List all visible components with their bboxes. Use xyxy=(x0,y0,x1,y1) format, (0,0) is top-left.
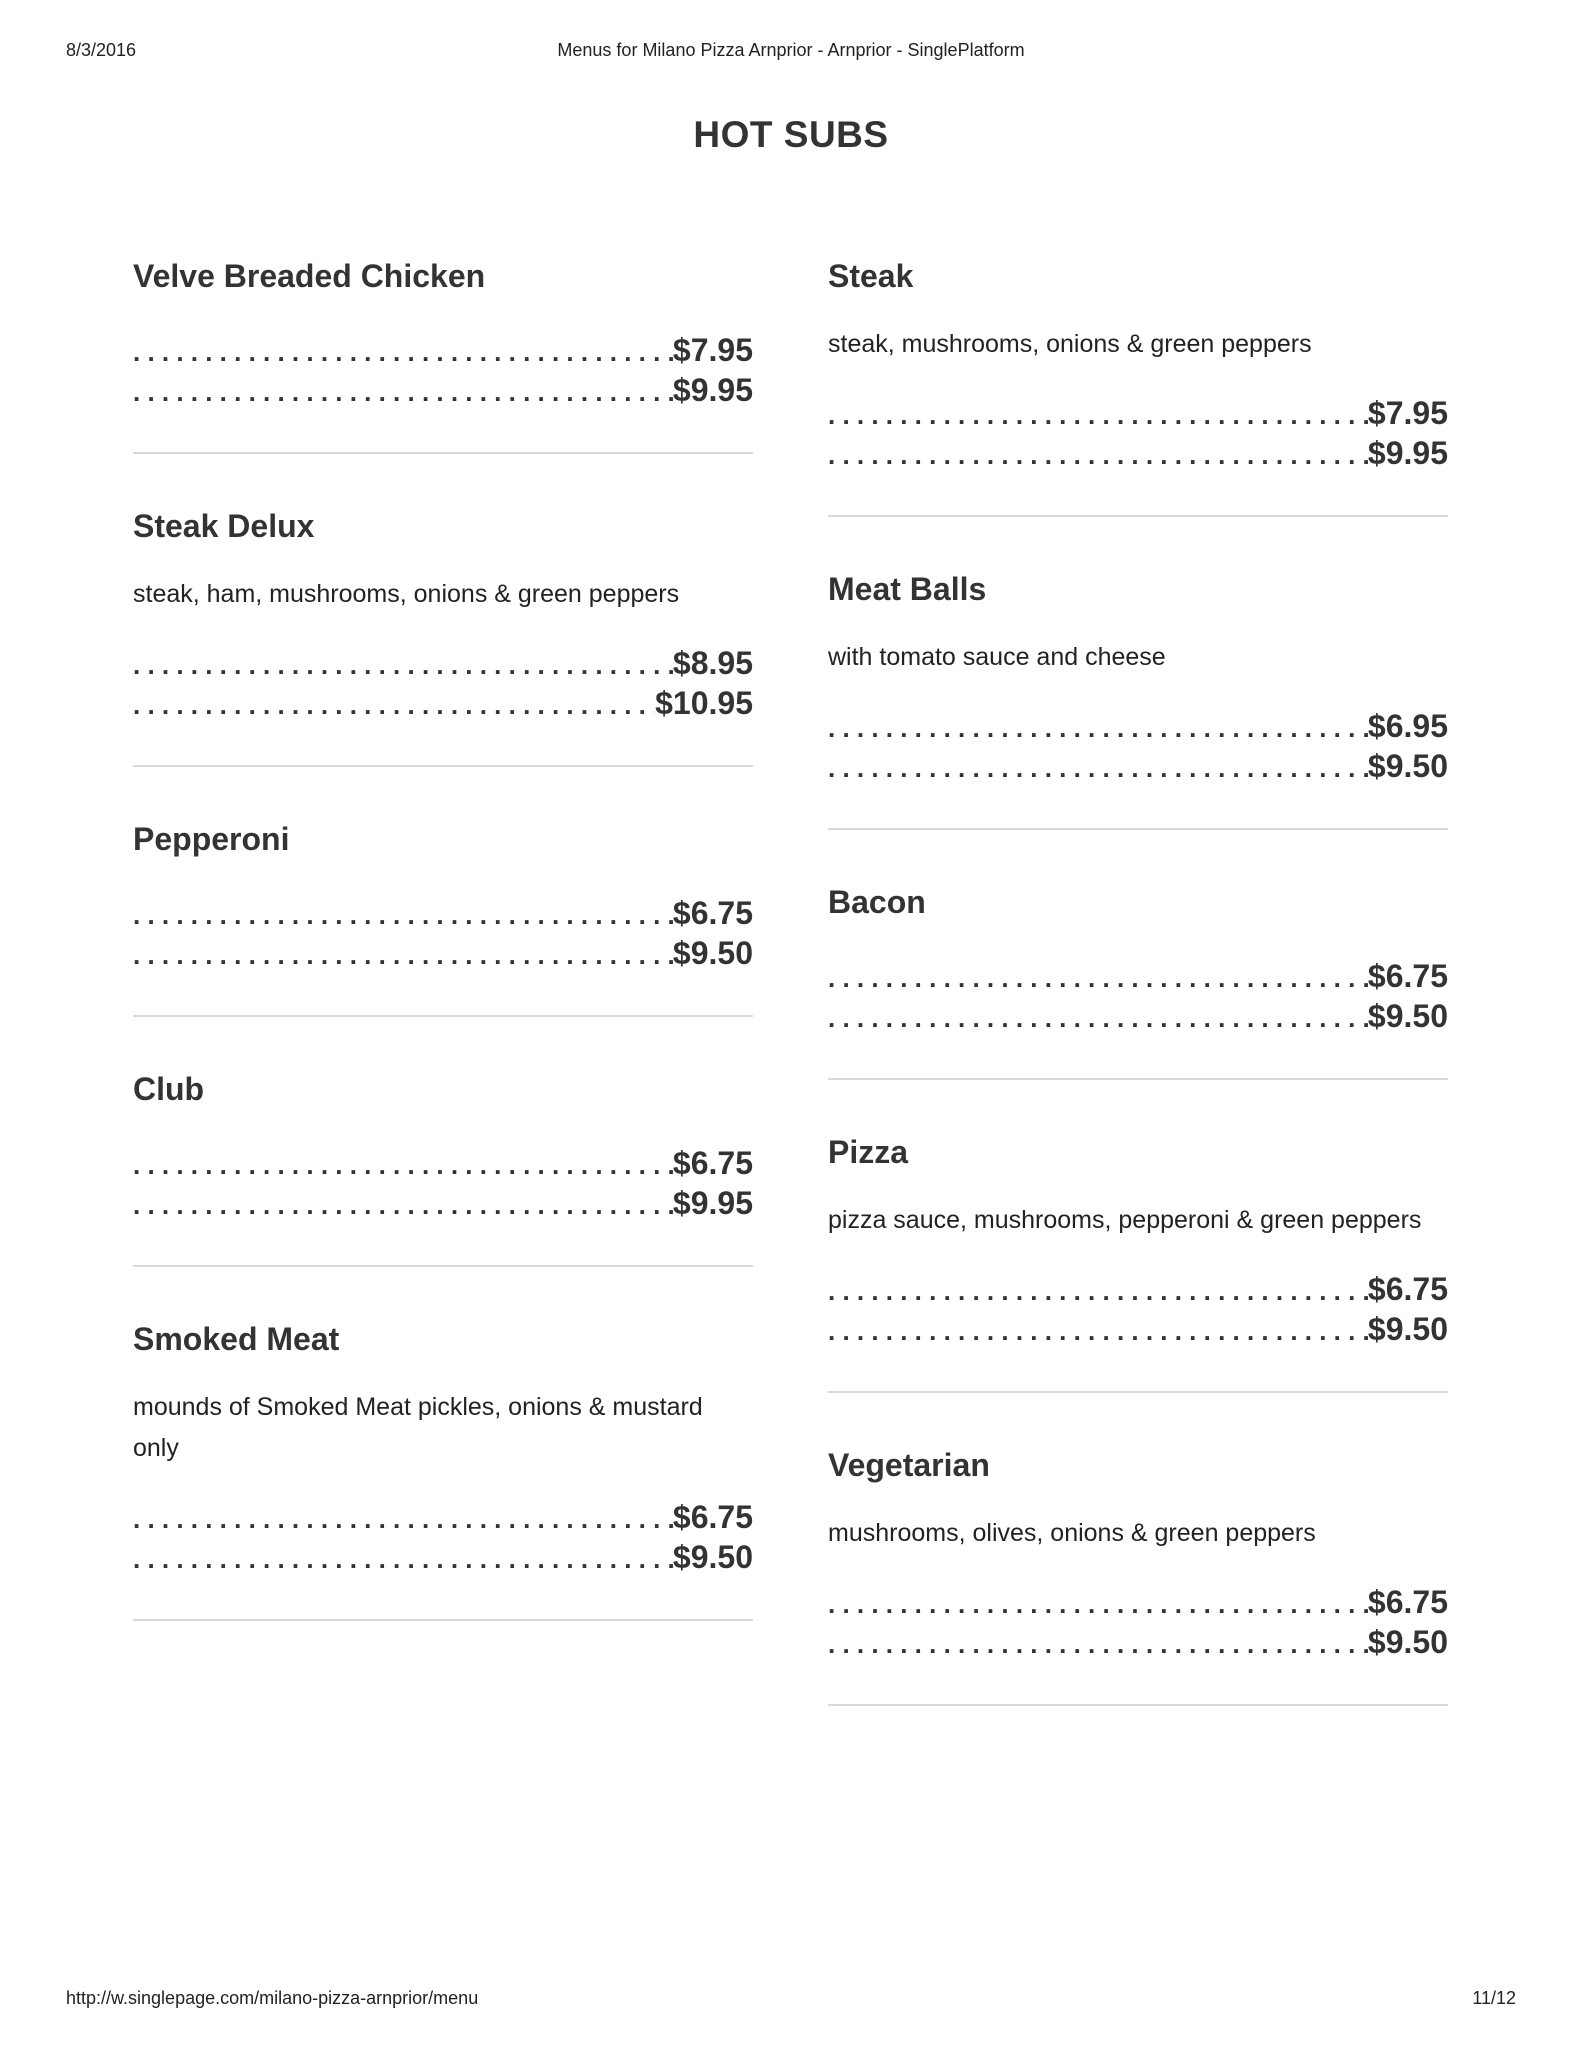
menu-item xyxy=(828,254,1448,517)
menu-item-price: $9.50 xyxy=(1367,748,1448,784)
dot-leader xyxy=(828,1003,1368,1034)
print-url: http://w.singlepage.com/milano-pizza-arnprior/menu xyxy=(66,1988,479,2008)
dot-leader xyxy=(133,690,655,721)
print-footer xyxy=(66,1988,1516,2010)
menu-item xyxy=(828,567,1448,830)
menu-item-price: $6.75 xyxy=(1367,1271,1448,1307)
menu-section-title: HOT SUBS xyxy=(693,114,889,155)
menu-column-left xyxy=(133,254,753,1671)
price-row xyxy=(133,1499,753,1539)
menu-item-price: $6.75 xyxy=(672,1145,753,1181)
menu-item-price: $9.50 xyxy=(672,1539,753,1575)
menu-item-prices xyxy=(828,395,1448,515)
menu-item-prices xyxy=(828,1584,1448,1704)
menu-item-price: $6.95 xyxy=(1367,708,1448,744)
menu-item-name: Smoked Meat xyxy=(133,1321,340,1357)
dot-leader xyxy=(133,1190,673,1221)
price-row xyxy=(828,998,1448,1038)
menu-item-prices xyxy=(133,1499,753,1619)
dot-leader xyxy=(133,337,673,368)
price-row xyxy=(828,708,1448,748)
print-date: 8/3/2016 xyxy=(66,40,137,60)
print-page-number: 11/12 xyxy=(1472,1988,1516,2008)
price-row xyxy=(133,372,753,412)
menu-item-name: Pepperoni xyxy=(133,821,290,857)
menu-item xyxy=(133,1067,753,1267)
menu-item-price: $10.95 xyxy=(655,685,753,721)
menu-item xyxy=(828,1443,1448,1706)
dot-leader xyxy=(133,940,673,971)
price-row xyxy=(828,1584,1448,1624)
dot-leader xyxy=(828,400,1368,431)
menu-item-price: $6.75 xyxy=(672,895,753,931)
price-row xyxy=(133,1145,753,1185)
menu-item-name: Steak Delux xyxy=(133,508,315,544)
dot-leader xyxy=(828,440,1368,471)
print-header xyxy=(66,40,1516,62)
price-row xyxy=(133,645,753,685)
menu-item-price: $8.95 xyxy=(672,645,753,681)
dot-leader xyxy=(828,1589,1368,1620)
price-row xyxy=(133,685,753,725)
menu-item-price: $7.95 xyxy=(672,332,753,368)
dot-leader xyxy=(828,1629,1368,1660)
menu-item-price: $6.75 xyxy=(672,1499,753,1535)
menu-item-price: $7.95 xyxy=(1367,395,1448,431)
dot-leader xyxy=(133,377,673,408)
price-row xyxy=(828,748,1448,788)
menu-item-name: Bacon xyxy=(828,884,926,920)
menu-item-price: $9.50 xyxy=(1367,1624,1448,1660)
dot-leader xyxy=(828,1276,1368,1307)
menu-item-prices xyxy=(828,708,1448,828)
price-row xyxy=(133,1185,753,1225)
menu-item xyxy=(133,817,753,1017)
dot-leader xyxy=(133,1150,673,1181)
menu-item-description: steak, ham, mushrooms, onions & green peppers xyxy=(133,580,680,608)
price-row xyxy=(133,895,753,935)
menu-item-price: $9.95 xyxy=(1367,435,1448,471)
menu-item-name: Velve Breaded Chicken xyxy=(133,258,486,294)
menu-item-prices xyxy=(133,645,753,765)
price-row xyxy=(828,1624,1448,1664)
menu-item-name: Steak xyxy=(828,258,914,294)
dot-leader xyxy=(828,753,1368,784)
menu-item xyxy=(133,254,753,454)
dot-leader xyxy=(133,1544,673,1575)
print-page-title: Menus for Milano Pizza Arnprior - Arnprior - SinglePlatform xyxy=(557,40,1025,60)
menu-item-name: Vegetarian xyxy=(828,1447,990,1483)
dot-leader xyxy=(133,900,673,931)
menu-item-prices xyxy=(828,1271,1448,1391)
menu-item-price: $9.50 xyxy=(1367,1311,1448,1347)
price-row xyxy=(828,435,1448,475)
menu-item-prices xyxy=(133,332,753,452)
menu-item-name: Meat Balls xyxy=(828,571,987,607)
menu-item xyxy=(133,1317,753,1621)
menu-item-description: mushrooms, olives, onions & green peppers xyxy=(828,1519,1316,1547)
menu-item-price: $9.95 xyxy=(672,372,753,408)
menu-column-right xyxy=(828,254,1448,1756)
price-row xyxy=(133,332,753,372)
menu-item-price: $9.95 xyxy=(672,1185,753,1221)
menu-item-price: $6.75 xyxy=(1367,1584,1448,1620)
dot-leader xyxy=(828,713,1368,744)
menu-item-price: $9.50 xyxy=(1367,998,1448,1034)
dot-leader xyxy=(133,1504,673,1535)
menu-item-description: mounds of Smoked Meat pickles, onions & mustard only xyxy=(133,1393,703,1462)
menu-item-price: $6.75 xyxy=(1367,958,1448,994)
menu-item-name: Club xyxy=(133,1071,205,1107)
price-row xyxy=(828,395,1448,435)
price-row xyxy=(828,1271,1448,1311)
menu-item-description: steak, mushrooms, onions & green peppers xyxy=(828,330,1312,358)
menu-item xyxy=(133,504,753,767)
menu-item-prices xyxy=(133,1145,753,1265)
dot-leader xyxy=(133,650,673,681)
menu-item-description: pizza sauce, mushrooms, pepperoni & green peppers xyxy=(828,1206,1422,1234)
menu-item-prices xyxy=(828,958,1448,1078)
menu-item-description: with tomato sauce and cheese xyxy=(828,643,1166,671)
menu-item xyxy=(828,880,1448,1080)
dot-leader xyxy=(828,1316,1368,1347)
menu-item-prices xyxy=(133,895,753,1015)
price-row xyxy=(133,1539,753,1579)
menu-item-name: Pizza xyxy=(828,1134,909,1170)
price-row xyxy=(828,958,1448,998)
menu-item xyxy=(828,1130,1448,1393)
price-row xyxy=(133,935,753,975)
dot-leader xyxy=(828,963,1368,994)
price-row xyxy=(828,1311,1448,1351)
menu-item-price: $9.50 xyxy=(672,935,753,971)
